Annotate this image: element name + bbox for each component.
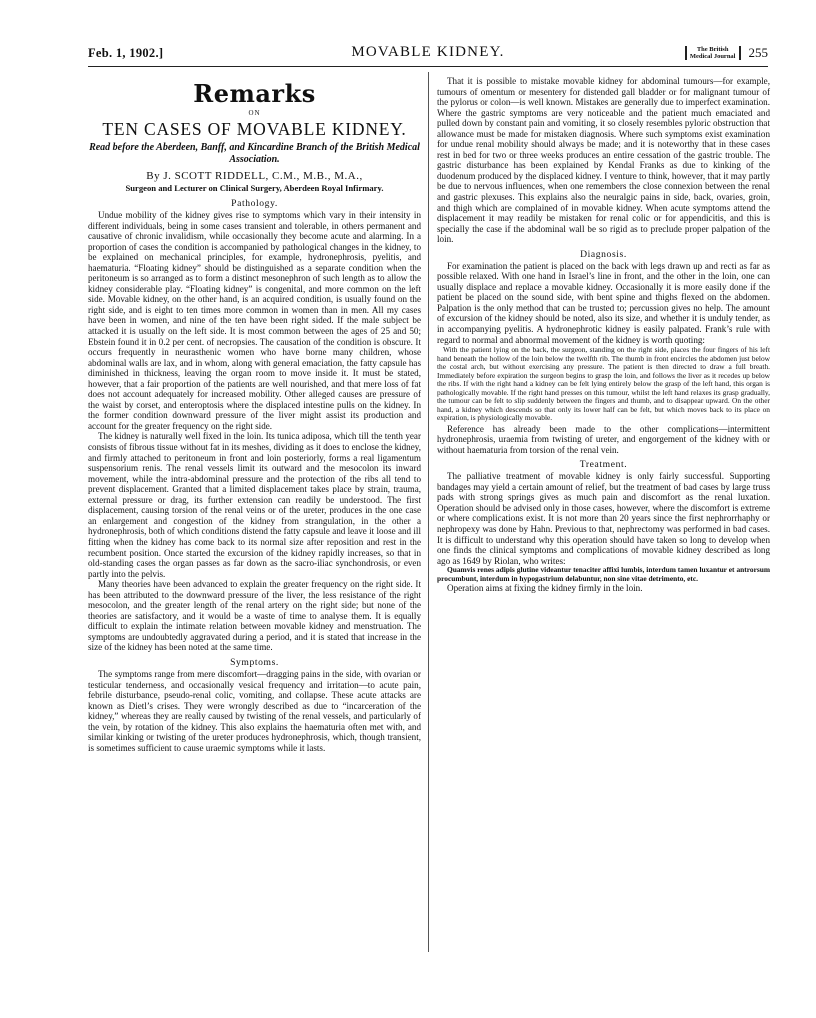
author-byline: By J. SCOTT RIDDELL, C.M., M.B., M.A., [146, 170, 363, 182]
heading-connector: ON [248, 109, 261, 117]
left-column [88, 76, 421, 753]
article-title: TEN CASES OF MOVABLE KIDNEY. [102, 119, 407, 139]
pathology-paragraph: The kidney is naturally well fixed in the loin. Its tunica adiposa, which till the tenth year consists of fibrous tissue without fat in its meshes, dividing as it does to enclose the kidney, and firmly attached to peritoneum in front and loin posteriorly, forms a real ligamentum suspensorium renis. The renal vessels limit its outward and the mesocolon its inward movement, while the intra-abdominal pressure and the protection of the ribs all tend to prevent displacement. Granted that a limited displacement takes place by strain, trauma, external pressure or drag, its further extension can readily be understood. The first displacement, causing torsion of the renal veins or of the ureter, produces in the one case an enlargement and congestion of the kidney from strangulation, in the other a hydronephrosis, both of which conditions distend the fatty capsule and leave it loose and ill fitting when the kidney has come back to its normal size after reposition and rest in the recumbent position. Once started the excursion of the kidney rapidly increases, so that in old-standing cases the organ passes as far down as the sacro-iliac synchondrosis, or even partly into the pelvis. [88, 431, 421, 579]
journal-masthead [685, 45, 768, 61]
treatment-paragraph: Operation aims at fixing the kidney firmly in the loin. [447, 583, 643, 594]
pathology-paragraph: Many theories have been advanced to explain the greater frequency on the right side. It has been attributed to the downward pressure of the liver, the less resistance of the right mesocolon, and the greater length of the renal artery on the right side; but none of the theories are satisfactory, and it would be a waste of time to analyse them. It is equally difficult to explain the intimate relation between movable kidney and menstruation. The symptoms are undoubtedly aggravated during a period, and it is stated that increase in the size of the kidney has been noted at the same time. [88, 579, 421, 653]
right-column [437, 76, 770, 594]
symptoms-paragraph: That it is possible to mistake movable kidney for abdominal tumours—for example, tumours of omentum or mesentery for distended gall bladder or for malignant tumour of the pylorus or colon—is well known. Mistakes are generally due to imperfect examination. Where the gastric symptoms are very noticeable and the patient much emaciated and pulled down by constant pain and vomiting, it so closely resembles pyloric obstruction that allowance must be made for mistaken diagnosis. Where such symptoms exist examination for undue renal mobility should always be made; and it is noteworthy that in these cases rest in bed for two or three weeks produces an entire cessation of the gastric trouble. The gastric disturbance has been explained by Kendal Franks as due to kinking of the duodenum produced by the displaced kidney. I venture to think, however, that it may partly be due to nervous influences, when one remembers the close connexion between the renal and gastric plexuses. This explains also the neuralgic pains in side, back, ovaries, groin, and thigh which are complained of in movable kidney. When acute symptoms attend the displacement it may readily be mistaken for renal colic or for appendicitis, and this is specially the case if the abdominal wall be so rigid as to preclude proper palpation of the loin. [437, 76, 770, 245]
column-divider [428, 72, 429, 952]
pathology-heading: Pathology. [231, 198, 278, 209]
journal-name-line1: The British [696, 46, 729, 53]
pathology-paragraph: Undue mobility of the kidney gives rise to symptoms which vary in their intensity in different individuals, being in some cases transient and tolerable, in others permanent and causative of chronic invalidism, while occasionally they become acute and alarming. In a proportion of cases the condition is accompanied by pathological changes in the kidney, to be explained on mechanical principles, for example, hydronephrosis, pyelitis, and haematuria. “Floating kidney” should be distinguished as a separate condition when the peritoneum is so arranged as to form a distinct mesonephron of such length as to allow the kidney considerable play. “Floating kidney” is congenital, and more common on the left side. Movable kidney, on the other hand, is an acquired condition, is usually found on the right side, and is eight to ten times more common in women than in men. All my cases have been in women, and nine of the ten have been right sided. If the male subject be attacked it is usually on the left side. It is most common between the ages of 25 and 50; Ebstein found it in 0.2 per cent. of necropsies. The causation of the condition is obscure. It occurs frequently in neurasthenic women who have borne many children, whose abdominal walls are lax, and in whom, along with general emaciation, the fatty capsule has diminished in thickness, leaving the organ room to move inside it. It must be stated, however, that a fair proportion of the patients are well nourished, and that mere loss of fat does not account adequately for increased mobility. Other alleged causes are pressure of the waist by corset, and enteroptosis where the displaced intestine pulls on the kidney. In the former condition downward pressure of the liver might assist its production and account for the greater frequency on the right side. [88, 210, 421, 431]
journal-name-line2: Medical Journal [689, 53, 736, 60]
section-heading-remarks: Remarks [193, 79, 316, 108]
running-header [88, 44, 768, 67]
running-title: MOVABLE KIDNEY. [351, 44, 505, 60]
author-affiliation: Surgeon and Lecturer on Clinical Surgery, Aberdeen Royal Infirmary. [125, 183, 384, 193]
journal-name [685, 46, 741, 60]
treatment-heading: Treatment. [579, 459, 628, 471]
symptoms-heading: Symptoms. [230, 656, 279, 668]
diagnosis-quoted-rule: With the patient lying on the back, the surgeon, standing on the right side, places the four fingers of his left hand beneath the hollow of the loin below the twelfth rib. The thumb in front encircles the abdomen just below the costal arch, but without exercising any pressure. The patient is then directed to draw a full breath. Immediately before expiration the surgeon begins to grasp the loin, and follows the liver as it recedes up below the ribs. If with the right hand a kidney can be felt lying entirely below the grasp of the left hand, this organ is pathologically movable. If the right hand presses on this tumour, whilst the left hand relaxes its grasp gradually, the tumour can be felt to slip suddenly between the fingers and thumb, and to disappear upward. On the other hand, a kidney which descends so that only its lower half can be felt, but which moves back to its place on expiration, is physiologically movable. [437, 345, 770, 423]
diagnosis-paragraph: Reference has already been made to the other complications—intermittent hydronephrosis, uraemia from twisting of ureter, and engorgement of the kidney with or without haematuria from torsion of the renal vein. [437, 423, 770, 455]
latin-quotation: Quamvis renes adipis glutine videantur tenaciter affixi lumbis, interdum tamen luxantur et antrorsum procumbunt, interdum in hypogastrium delabuntur, non sine vitae detrimento, etc. [437, 565, 770, 583]
symptoms-paragraph: The symptoms range from mere discomfort—dragging pains in the side, with ovarian or testicular tenderness, and occasionally vesical frequency and irritation—to acute pain, febrile disturbance, pseudo-renal colic, vomiting, and collapse. These acute attacks are known as Dietl’s crises. They were wrongly described as due to “incarceration of the kidney,” whereas they are really caused by twisting of the renal vessels, and particularly of the vein, by rotation of the kidney. This also explains the haematuria often met with, and similar kinking or twisting of the ureter produces hydronephrosis, which, though transient, is sometimes sufficient to cause uraemic symptoms while it lasts. [88, 668, 421, 753]
issue-date: Feb. 1, 1902.] [88, 46, 164, 60]
diagnosis-heading: Diagnosis. [580, 248, 627, 260]
treatment-paragraph: The palliative treatment of movable kidney is only fairly successful. Supporting bandages may yield a certain amount of relief, but the treatment of bad cases by large truss pads with strong springs gives as much pain and discomfort as the renal luxation. Operation should be advised only in those cases, however, where the discomfort is extreme or where complications exist. It is not more than 20 years since the first nephrorrhaphy or nephropexy was done by Hahn. Previous to that, nephrectomy was performed in bad cases. It is difficult to understand why this operation should have taken so long to develop when one finds the clinical symptoms and complications of movable kidney described as long ago as 1649 by Riolan, who writes: [437, 471, 770, 566]
diagnosis-paragraph: For examination the patient is placed on the back with legs drawn up and recti as far as possible relaxed. With one hand in Israel’s line in front, and the other in the loin, one can usually displace and replace a movable kidney. Occasionally it is more easily done if the patient be placed on the sound side, with bent spine and thighs flexed on the abdomen. Palpation is the only method that can be trusted to; percussion gives no help. The amount of excursion of the kidney should be noted, also its size, and whether it is unduly tender, as in accompanying pyelitis. A hydronephrotic kidney is easily palpated. Frank’s rule with regard to normal and abnormal movement of the kidney is worth quoting: [437, 260, 770, 345]
article-subtitle: Read before the Aberdeen, Banff, and Kincardine Branch of the British Medical Association. [89, 142, 420, 165]
page-number: 255 [748, 45, 768, 60]
